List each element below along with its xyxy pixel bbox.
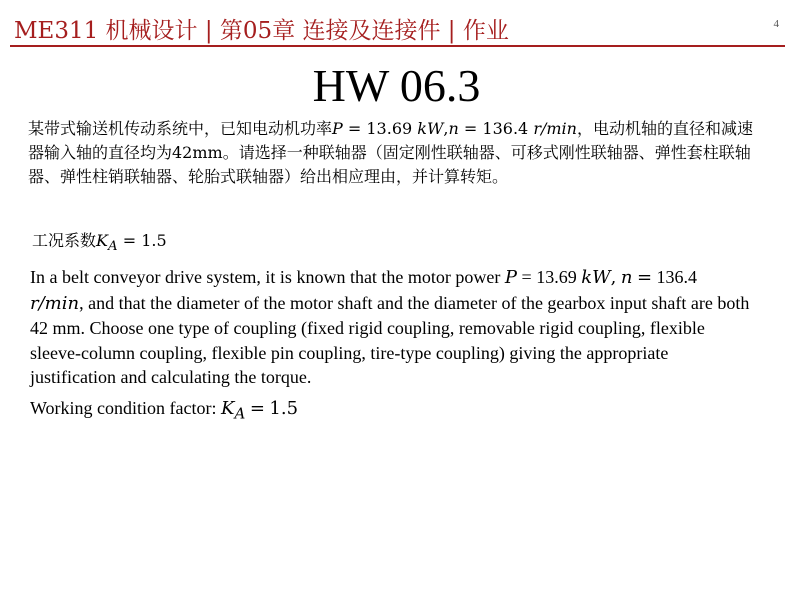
page-number: 4 [773,18,779,30]
factor-value: 1.5 [269,398,299,419]
equals-sign: = [636,267,653,288]
factor-subscript: A [107,239,118,255]
cn-text-part-1: 某带式输送机传动系统中，已知电动机功率 [28,119,333,138]
speed-unit: r/min [30,292,80,314]
en-text-part-1: In a belt conveyor drive system, it is known that the motor power [30,267,505,287]
english-working-condition-factor [30,396,730,426]
factor-subscript: A [234,404,246,423]
factor-variable: K [221,398,235,419]
factor-variable: K [96,231,108,250]
cn-factor-label: 工况系数 [32,231,97,250]
comma: , [610,267,617,288]
chinese-problem-statement [28,117,768,189]
power-variable: P [332,119,343,138]
cn-text-part-2: ，电动机轴的直径和减速器输入轴的直径均为42mm。请选择一种联轴器（固定刚性联轴器、可移式刚性联轴器、弹性套柱联轴器、弹性柱销联轴器、轮胎式联轴器）给出相应理由，并计算转矩。 [28,119,753,186]
power-value: 13.69 [366,119,413,138]
equals-sign: = [347,119,362,138]
power-unit: kW [581,267,611,288]
chinese-working-condition-factor [32,229,732,259]
speed-variable: n [620,267,633,288]
speed-unit: r/min [533,119,577,138]
equals-sign: = [122,231,137,250]
factor-value: 1.5 [141,231,167,250]
english-problem-statement: In a belt conveyor drive system, it is known that the motor power P = 13.69 kW, n = 136.4 r/min, and that the diameter of the motor shaft and the diameter of the gearbox input shaft are both 42 mm. Choose one type of coupling (fixed rigid coupling, removable rigid coupling, flexible sleeve-column coupling, flexible pin coupling, tire-type coupling) giving the appropriate justification and calculating the torque. [30,267,750,387]
header-divider [10,45,785,47]
course-header-title: ME311 机械设计 | 第05章 连接及连接件 | 作业 [14,18,509,44]
power-variable: P [504,267,518,288]
en-text-part-2: , and that the diameter of the motor shaft and the diameter of the gearbox input shaft are both 42 mm. Choose one type of coupling (fixed rigid coupling, removable rigid coupling, flexible sleeve-column coupling, flexible pin coupling, tire-type coupling) giving the appropriate justification and calculating the torque. [30,292,750,387]
speed-variable: n [448,119,459,138]
equals-sign: = [463,119,478,138]
speed-value: 136.4 [482,119,529,138]
slide-header [14,10,779,44]
comma: , [443,119,449,138]
equals-sign: = [249,398,265,419]
en-factor-label: Working condition factor: [30,398,222,418]
power-value: 13.69 [536,267,577,287]
slide-title: HW 06.3 [312,60,481,111]
speed-value: 136.4 [656,267,698,287]
power-unit: kW [417,119,444,138]
